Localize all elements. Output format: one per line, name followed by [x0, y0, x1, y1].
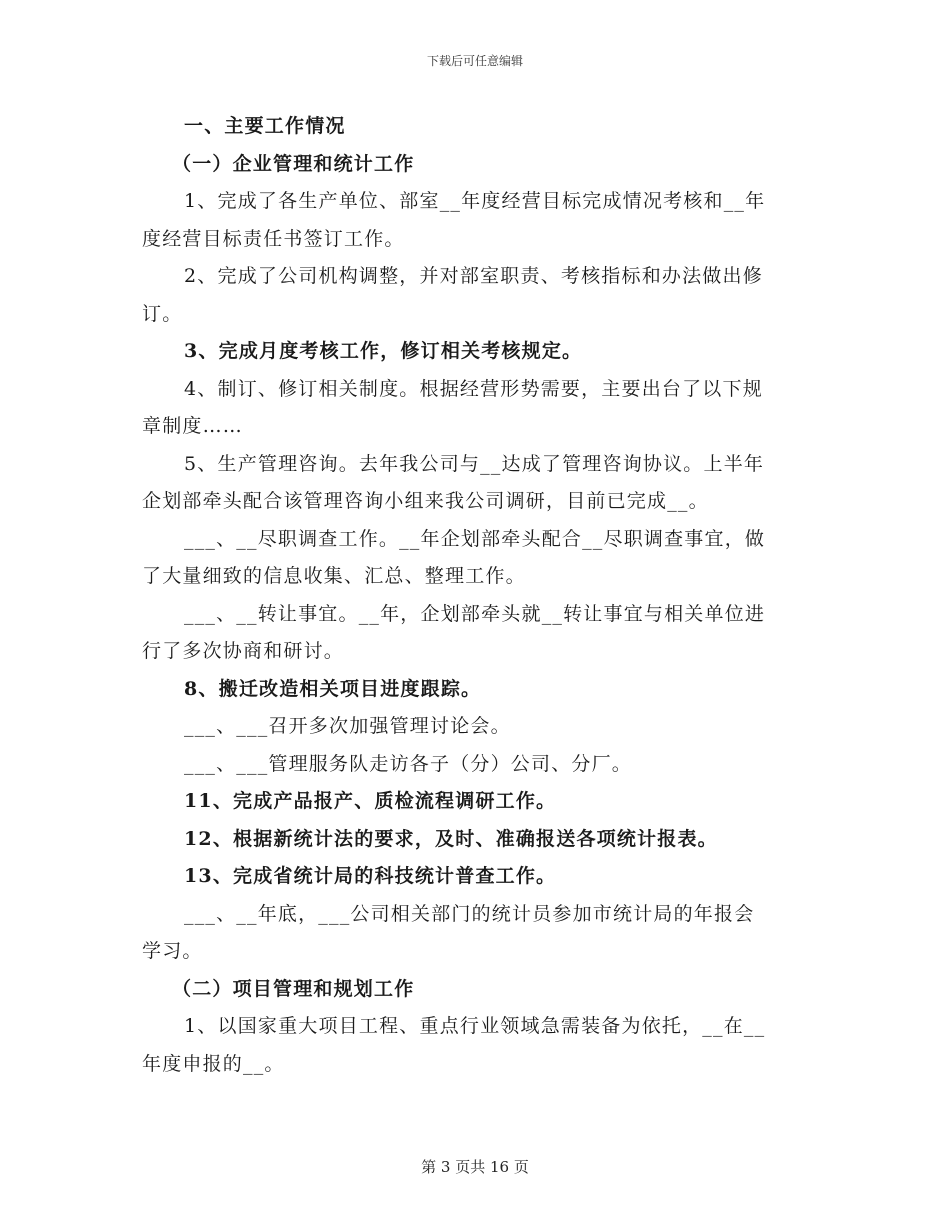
- paragraph-line-bold: 13、完成省统计局的科技统计普查工作。: [184, 865, 557, 887]
- paragraph-line: 了大量细致的信息收集、汇总、整理工作。: [142, 565, 526, 587]
- paragraph-line: 1、以国家重大项目工程、重点行业领域急需装备为依托，__在__: [184, 1015, 766, 1037]
- paragraph-line: 4、制订、修订相关制度。根据经营形势需要，主要出台了以下规: [184, 377, 763, 400]
- subheading-project-management: （二）项目管理和规划工作: [172, 977, 415, 1000]
- document-body: [142, 108, 810, 1083]
- paragraph-line: 1、完成了各生产单位、部室__年度经营目标完成情况考核和__年: [184, 190, 766, 212]
- heading-main-work: 一、主要工作情况: [184, 115, 346, 137]
- paragraph-line: 企划部牵头配合该管理咨询小组来我公司调研，目前已完成__。: [142, 490, 709, 512]
- paragraph-line: ___、__年底，___公司相关部门的统计员参加市统计局的年报会: [184, 902, 755, 925]
- paragraph-line-bold: 3、完成月度考核工作，修订相关考核规定。: [184, 340, 583, 362]
- paragraph-line: 5、生产管理咨询。去年我公司与__达成了管理咨询协议。上半年: [184, 452, 765, 475]
- paragraph-line: 订。: [142, 302, 183, 325]
- paragraph-line: 年度申报的__。: [142, 1052, 285, 1075]
- paragraph-line-bold: 8、搬迁改造相关项目进度跟踪。: [184, 677, 482, 700]
- page-footer: 第 3 页共 16 页: [421, 1158, 529, 1176]
- paragraph-line: 行了多次协商和研讨。: [142, 640, 345, 662]
- paragraph-line-bold: 12、根据新统计法的要求，及时、准确报送各项统计报表。: [184, 827, 718, 850]
- page-header: 下载后可任意编辑: [426, 54, 523, 68]
- paragraph-line: 章制度……: [142, 415, 244, 437]
- paragraph-line: ___、__转让事宜。__年，企划部牵头就__转让事宜与相关单位进: [184, 602, 766, 625]
- paragraph-line: ___、___召开多次加强管理讨论会。: [184, 715, 511, 737]
- paragraph-line: ___、___管理服务队走访各子（分）公司、分厂。: [184, 752, 633, 775]
- paragraph-line: 学习。: [142, 940, 203, 962]
- paragraph-line: ___、__尽职调查工作。__年企划部牵头配合__尽职调查事宜，做: [184, 527, 766, 550]
- subheading-enterprise-management: （一）企业管理和统计工作: [172, 152, 415, 175]
- paragraph-line: 2、完成了公司机构调整，并对部室职责、考核指标和办法做出修: [184, 265, 763, 287]
- paragraph-line-bold: 11、完成产品报产、质检流程调研工作。: [184, 790, 557, 812]
- paragraph-line: 度经营目标责任书签订工作。: [142, 227, 405, 250]
